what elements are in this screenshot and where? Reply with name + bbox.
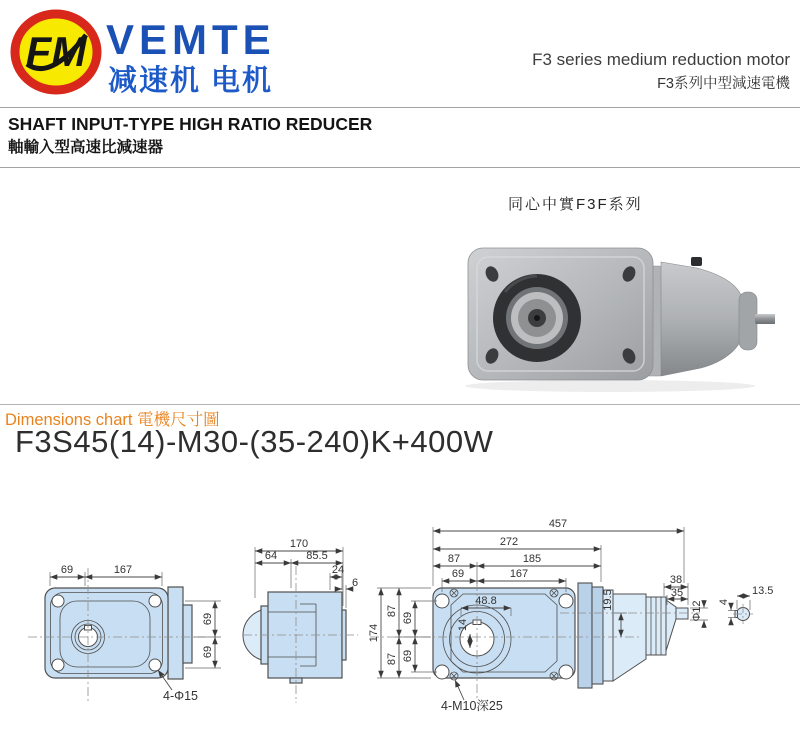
hole-note: 4-Φ15 bbox=[163, 689, 198, 703]
dim-label: 170 bbox=[289, 538, 309, 550]
dim-label: 19.5 bbox=[602, 589, 614, 611]
dim-label: 167 bbox=[509, 568, 529, 580]
dims-chart-label-zh: 電機尺寸圖 bbox=[137, 411, 220, 429]
product-photo-image bbox=[445, 230, 775, 395]
dim-label: Φ12 bbox=[691, 600, 703, 622]
dim-label: 69 bbox=[451, 568, 465, 580]
dim-label: 85.5 bbox=[306, 550, 328, 562]
dim-label: 38 bbox=[669, 574, 683, 586]
series-title-zh: F3系列中型減速電機 bbox=[657, 76, 790, 92]
section-title-zh: 軸輸入型高速比減速器 bbox=[8, 139, 164, 156]
brand-subtitle: 减速机 电机 bbox=[108, 65, 274, 97]
tap-note: 4-M10深25 bbox=[441, 699, 503, 713]
dim-label: 272 bbox=[499, 536, 519, 548]
svg-text:FM: FM bbox=[25, 28, 87, 75]
series-title-en: F3 series medium reduction motor bbox=[532, 50, 790, 69]
dim-label: 69 bbox=[202, 612, 214, 626]
dim-label: 167 bbox=[113, 564, 133, 576]
key-section-detail bbox=[718, 585, 773, 624]
dim-label: 185 bbox=[522, 553, 542, 565]
dim-label: 457 bbox=[548, 518, 568, 530]
dim-label: 174 bbox=[368, 623, 380, 643]
dim-label: 4 bbox=[718, 598, 730, 606]
dim-label: 35 bbox=[670, 587, 684, 599]
header bbox=[0, 0, 800, 107]
divider-dims bbox=[0, 404, 800, 405]
dim-label: 87 bbox=[447, 553, 461, 565]
product-caption: 同心中實F3F系列 bbox=[508, 196, 643, 213]
dim-label: 87 bbox=[386, 604, 398, 618]
divider-top bbox=[0, 107, 800, 108]
divider-section bbox=[0, 167, 800, 168]
dim-label: 13.5 bbox=[752, 585, 774, 597]
dim-label: 69 bbox=[402, 649, 414, 663]
dim-label: 69 bbox=[402, 611, 414, 625]
brand-logo-icon bbox=[10, 9, 102, 95]
dims-chart-label-en: Dimensions chart bbox=[5, 411, 133, 429]
section-title-en: SHAFT INPUT-TYPE HIGH RATIO REDUCER bbox=[8, 114, 373, 134]
dim-label: 69 bbox=[202, 645, 214, 659]
side-view bbox=[243, 538, 358, 703]
dim-label: 87 bbox=[386, 652, 398, 666]
dim-label: 64 bbox=[264, 550, 278, 562]
dimension-drawing bbox=[0, 505, 800, 736]
assembly-view bbox=[368, 518, 708, 713]
dim-label: 14 bbox=[457, 618, 469, 632]
model-number: F3S45(14)-M30-(35-240)K+400W bbox=[15, 424, 494, 459]
dim-label: 69 bbox=[60, 564, 74, 576]
front-view bbox=[28, 564, 221, 703]
brand-name: VEMTE bbox=[106, 16, 276, 63]
dim-label: 6 bbox=[352, 577, 359, 589]
dim-label: 48.8 bbox=[475, 595, 497, 607]
dim-label: 24 bbox=[331, 564, 345, 576]
